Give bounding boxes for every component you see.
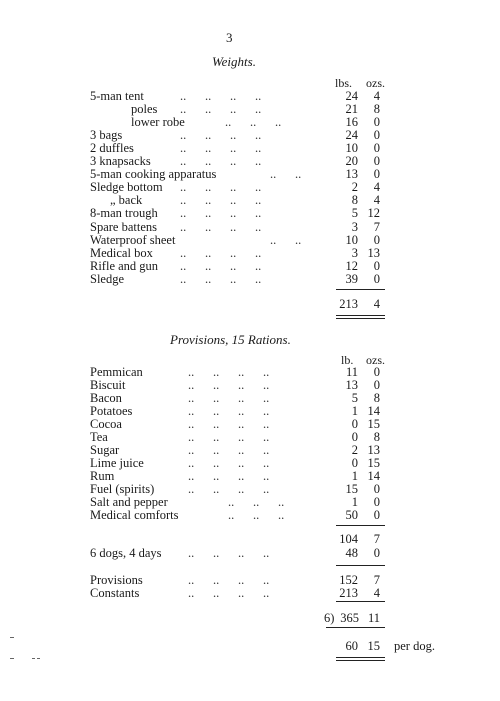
weights-row-leader: .. .. .. .. bbox=[180, 154, 262, 169]
provisions-row-oz: 13 bbox=[367, 443, 380, 457]
summary-row-lb: 152 bbox=[339, 573, 358, 587]
weights-row-oz: 4 bbox=[373, 89, 380, 103]
weights-row-lb: 3 bbox=[351, 219, 358, 234]
provisions-row-oz: 14 bbox=[367, 469, 380, 483]
weights-row-label: Rifle and gun bbox=[90, 258, 159, 273]
provisions-subtotal-rule bbox=[336, 525, 385, 526]
provisions-row-label: Pemmican bbox=[90, 365, 143, 379]
division-lb: 365 bbox=[340, 611, 359, 625]
weights-row-leader: .. .. .. .. bbox=[180, 271, 262, 286]
provisions-row-label: Lime juice bbox=[90, 456, 144, 470]
weights-row-leader: .. .. .. bbox=[225, 115, 282, 130]
provisions-row-leader: .. .. .. .. bbox=[188, 391, 270, 405]
weights-row-lb: 2 bbox=[351, 180, 358, 195]
weights-row-label: 2 duffles bbox=[90, 141, 134, 156]
weights-row-lb: 13 bbox=[345, 167, 358, 182]
division-oz: 11 bbox=[367, 611, 380, 625]
weights-row-label: lower robe bbox=[131, 115, 185, 130]
weights-row-label: poles bbox=[131, 102, 158, 117]
provisions-row-lb: 1 bbox=[351, 495, 358, 509]
provisions-row-label: Fuel (spirits) bbox=[90, 482, 155, 496]
weights-unit-lb: lbs. bbox=[335, 76, 353, 90]
summary-row-lb: 213 bbox=[339, 586, 358, 600]
dogs-label: 6 dogs, 4 days bbox=[90, 546, 162, 560]
weights-total-oz: 4 bbox=[373, 297, 380, 311]
provisions-row-oz: 0 bbox=[373, 482, 380, 496]
summary-row-oz: 7 bbox=[373, 573, 380, 587]
weights-total-lb: 213 bbox=[339, 297, 358, 311]
provisions-row-lb: 13 bbox=[345, 378, 358, 392]
summary-row-oz: 4 bbox=[373, 586, 380, 600]
provisions-row-leader: .. .. .. .. bbox=[188, 482, 270, 496]
provisions-row-label: Bacon bbox=[90, 391, 122, 405]
provisions-row-oz: 0 bbox=[373, 508, 380, 522]
weights-heading: Weights. bbox=[212, 54, 256, 69]
weights-row-label: 3 bags bbox=[90, 128, 123, 143]
weights-double-rule-b bbox=[336, 318, 385, 319]
provisions-row-oz: 14 bbox=[367, 404, 380, 418]
provisions-row-oz: 0 bbox=[373, 365, 380, 379]
provisions-row-lb: 0 bbox=[351, 456, 358, 470]
weights-row-lb: 5 bbox=[351, 206, 358, 221]
provisions-heading: Provisions, 15 Rations. bbox=[170, 332, 291, 347]
provisions-row-oz: 8 bbox=[373, 430, 380, 444]
provisions-row-label: Cocoa bbox=[90, 417, 122, 431]
weights-row-label: 5-man tent bbox=[90, 89, 144, 103]
weights-row-leader: .. .. .. .. bbox=[180, 128, 262, 143]
provisions-row-lb: 0 bbox=[351, 430, 358, 444]
weights-row-oz: 7 bbox=[373, 219, 380, 234]
weights-row-lb: 10 bbox=[345, 141, 358, 156]
weights-row-label: Sledge bottom bbox=[90, 180, 163, 195]
weights-row-oz: 0 bbox=[373, 115, 380, 130]
weights-row-lb: 10 bbox=[345, 232, 358, 247]
page-number: 3 bbox=[226, 30, 233, 45]
provisions-row-lb: 2 bbox=[351, 443, 358, 457]
dogs-lb: 48 bbox=[345, 546, 358, 560]
provisions-row-label: Salt and pepper bbox=[90, 495, 168, 509]
provisions-row-leader: .. .. .. .. bbox=[188, 469, 270, 483]
weights-row-oz: 13 bbox=[367, 245, 380, 260]
provisions-row-lb: 50 bbox=[345, 508, 358, 522]
weights-row-label: 5-man cooking apparatus bbox=[90, 167, 217, 182]
provisions-row-oz: 8 bbox=[373, 391, 380, 405]
provisions-row-oz: 15 bbox=[367, 456, 380, 470]
weights-row-oz: 0 bbox=[373, 128, 380, 143]
weights-row-label: Spare battens bbox=[90, 219, 157, 234]
provisions-row-leader: .. .. .. .. bbox=[188, 404, 270, 418]
weights-row-lb: 39 bbox=[345, 271, 358, 286]
summary-rule bbox=[336, 601, 385, 602]
provisions-row-label: Sugar bbox=[90, 443, 120, 457]
provisions-row-leader: .. .. .. .. bbox=[188, 456, 270, 470]
weights-double-rule-a bbox=[336, 315, 385, 316]
provisions-row-label: Rum bbox=[90, 469, 115, 483]
provisions-row-label: Medical comforts bbox=[90, 508, 179, 522]
weights-row-label: Medical box bbox=[90, 245, 153, 260]
provisions-subtotal-oz: 7 bbox=[373, 532, 380, 546]
dogs-oz: 0 bbox=[373, 546, 380, 560]
summary-row-label: Provisions bbox=[90, 573, 143, 587]
final-double-rule-b bbox=[336, 660, 385, 661]
weights-row-oz: 0 bbox=[373, 167, 380, 182]
dogs-rule bbox=[336, 565, 385, 566]
per-dog-oz: 15 bbox=[367, 639, 380, 653]
weights-row-leader: .. .. .. .. bbox=[180, 89, 262, 103]
weights-row-leader: .. .. .. .. bbox=[180, 219, 262, 234]
weights-row-oz: 0 bbox=[373, 232, 380, 247]
provisions-row-label: Tea bbox=[90, 430, 108, 444]
provisions-row-leader: .. .. .. .. bbox=[188, 443, 270, 457]
weights-row-oz: 4 bbox=[373, 180, 380, 195]
margin-mark bbox=[10, 637, 14, 638]
provisions-row-leader: .. .. .. .. bbox=[188, 365, 270, 379]
weights-row-leader: .. .. .. .. bbox=[180, 141, 262, 156]
provisions-row-lb: 11 bbox=[345, 365, 358, 379]
provisions-row-leader: .. .. .. bbox=[228, 508, 285, 522]
provisions-unit-oz: ozs. bbox=[366, 353, 385, 367]
provisions-row-leader: .. .. .. .. bbox=[188, 378, 270, 392]
provisions-row-label: Potatoes bbox=[90, 404, 133, 418]
summary-row-leader: .. .. .. .. bbox=[188, 586, 270, 600]
weights-total-rule bbox=[336, 289, 385, 290]
weights-row-label: 8-man trough bbox=[90, 206, 158, 221]
weights-row-leader: .. .. .. .. bbox=[180, 180, 262, 195]
weights-row-lb: 24 bbox=[345, 128, 358, 143]
weights-row-oz: 0 bbox=[373, 258, 380, 273]
weights-row-oz: 0 bbox=[373, 271, 380, 286]
division-rule bbox=[326, 627, 385, 628]
weights-unit-oz: ozs. bbox=[366, 76, 385, 90]
weights-row-label: „ back bbox=[110, 193, 143, 208]
weights-row-label: Sledge bbox=[90, 271, 125, 286]
weights-row-oz: 0 bbox=[373, 154, 380, 169]
weights-row-lb: 12 bbox=[345, 258, 358, 273]
summary-row-label: Constants bbox=[90, 586, 140, 600]
weights-row-leader: .. .. .. .. bbox=[180, 258, 262, 273]
dogs-leader: .. .. .. .. bbox=[188, 546, 270, 560]
weights-row-leader: .. .. bbox=[270, 232, 302, 247]
provisions-row-oz: 0 bbox=[373, 495, 380, 509]
provisions-row-lb: 0 bbox=[351, 417, 358, 431]
per-dog-lb: 60 bbox=[345, 639, 358, 653]
provisions-row-lb: 15 bbox=[345, 482, 358, 496]
weights-row-leader: .. .. .. .. bbox=[180, 245, 262, 260]
margin-mark bbox=[32, 658, 40, 659]
provisions-row-lb: 1 bbox=[351, 469, 358, 483]
per-dog-suffix: per dog. bbox=[394, 639, 435, 653]
weights-row-oz: 12 bbox=[367, 206, 380, 221]
provisions-row-lb: 5 bbox=[351, 391, 358, 405]
weights-row-leader: .. .. .. .. bbox=[180, 193, 262, 208]
provisions-row-leader: .. .. .. bbox=[228, 495, 285, 509]
provisions-row-oz: 15 bbox=[367, 417, 380, 431]
weights-row-oz: 4 bbox=[373, 193, 380, 208]
weights-row-lb: 8 bbox=[351, 193, 358, 208]
provisions-row-label: Biscuit bbox=[90, 378, 126, 392]
provisions-unit-lb: lb. bbox=[341, 353, 354, 367]
weights-row-lb: 16 bbox=[345, 115, 358, 130]
weights-row-leader: .. .. bbox=[270, 167, 302, 182]
summary-row-leader: .. .. .. .. bbox=[188, 573, 270, 587]
provisions-row-lb: 1 bbox=[351, 404, 358, 418]
final-double-rule-a bbox=[336, 657, 385, 658]
weights-row-leader: .. .. .. .. bbox=[180, 102, 262, 117]
division-divisor: 6) bbox=[324, 611, 335, 625]
provisions-row-leader: .. .. .. .. bbox=[188, 417, 270, 431]
weights-row-oz: 0 bbox=[373, 141, 380, 156]
margin-mark bbox=[10, 658, 14, 659]
provisions-subtotal-lb: 104 bbox=[339, 532, 358, 546]
weights-row-label: Waterproof sheet bbox=[90, 232, 176, 247]
provisions-row-oz: 0 bbox=[373, 378, 380, 392]
weights-row-leader: .. .. .. .. bbox=[180, 206, 262, 221]
weights-row-lb: 20 bbox=[345, 154, 358, 169]
weights-row-lb: 24 bbox=[345, 89, 358, 103]
weights-row-lb: 3 bbox=[351, 245, 358, 260]
provisions-row-leader: .. .. .. .. bbox=[188, 430, 270, 444]
weights-row-oz: 8 bbox=[373, 102, 380, 117]
weights-row-lb: 21 bbox=[345, 102, 358, 117]
weights-row-label: 3 knapsacks bbox=[90, 154, 151, 169]
